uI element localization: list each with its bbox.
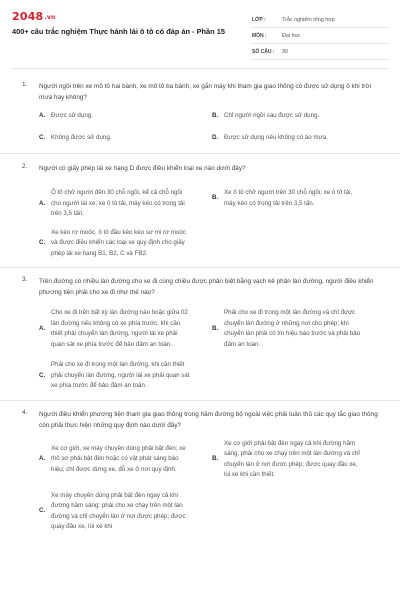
option-label: C. <box>39 371 46 379</box>
option-b[interactable] <box>212 188 385 209</box>
question-1 <box>0 74 400 153</box>
option-label: B. <box>212 194 219 202</box>
option-text: Được sử dụng nếu không có áo mưa. <box>224 133 328 141</box>
option-text: Xe cơ giới phải bật đèn ngay cả khi đường hầm sáng; phải cho xe chạy trên một làn đường và chỉ chuyển làn ở nơi được phép; được quay đầu xe, lùi xe khi cần thiết. <box>224 439 360 478</box>
question-3 <box>0 267 400 400</box>
question-text: Người có giấy phép lái xe hạng D được điều khiển loại xe nào dưới đây? <box>39 165 246 172</box>
option-c[interactable] <box>39 491 212 533</box>
option-text: Cho xe đi trên bất kỳ làn đường nào hoặc giữa 02 làn đường nếu không có xe phía trước; khi cần thiết phải chuyển làn đường, người lái xe phải quan sát xe phía trước để bảo đảm an toàn. <box>51 309 188 348</box>
option-label: A. <box>39 324 46 332</box>
option-a[interactable] <box>39 439 212 481</box>
option-b[interactable] <box>212 111 385 122</box>
option-label: C. <box>39 133 46 141</box>
option-label: C. <box>39 507 46 515</box>
question-text: Trên đường có nhiều làn đường cho xe đi cùng chiều được phân biệt bằng vạch kẻ phân làn đường, người điều khiển phương tiện phải cho xe đi như thế nào? <box>39 278 374 296</box>
option-text: Phải cho xe đi trong một làn đường, khi cần thiết phải chuyển làn đường, người lái xe phải quan sát xe phía trước để bảo đảm an toàn. <box>51 361 190 389</box>
option-label: A. <box>39 455 46 463</box>
question-number: 3. <box>22 276 28 283</box>
logo-suffix: .vn <box>44 14 56 21</box>
option-label: C. <box>39 239 46 246</box>
option-a[interactable] <box>39 308 212 350</box>
class-value[interactable]: Trắc nghiệm tổng hợp <box>282 16 335 23</box>
option-c[interactable] <box>39 360 212 392</box>
option-c[interactable] <box>39 228 212 260</box>
option-text: Phải cho xe đi trong một làn đường và chỉ được chuyển làn đường ở những nơi cho phép; khi chuyển làn phải có tín hiệu báo trước và phải bảo đảm an toàn. <box>224 309 361 348</box>
question-count-value: 30 <box>282 48 288 55</box>
option-a[interactable] <box>39 188 212 220</box>
option-text: Ô tô chở người đến 30 chỗ ngồi, kể cả chỗ ngồi cho người lái xe; xe ô tô tải, máy kéo có trọng tải trên 3,5 tấn. <box>51 189 185 217</box>
options <box>39 308 380 392</box>
option-d[interactable] <box>212 133 385 144</box>
option-text: Xe cơ giới, xe máy chuyên dùng phải bật đèn; xe thô sơ phải bật đèn hoặc có vật phát sáng báo hiệu; chỉ được dừng xe, đỗ xe ở nơi quy định. <box>51 444 186 473</box>
question-4 <box>0 400 400 533</box>
document-title: 400+ câu trắc nghiệm Thực hành lái ô tô có đáp án - Phần 15 <box>12 27 225 36</box>
option-text: Xe máy chuyên dùng phải bật đèn ngay cả khi đường hầm sáng; phải cho xe chạy trên một làn đường và chỉ chuyển làn ở nơi được phép; được quay đầu xe, lùi xe khi <box>51 491 186 530</box>
question-list <box>0 74 400 533</box>
meta-row-count <box>252 44 388 60</box>
header-divider <box>12 68 388 69</box>
question-2 <box>0 153 400 267</box>
question-number: 1. <box>22 81 28 88</box>
option-text: Được sử dụng. <box>51 112 93 119</box>
subject-label: MÔN : <box>252 32 267 39</box>
option-b[interactable] <box>212 439 385 481</box>
option-c[interactable] <box>39 133 212 144</box>
option-b[interactable] <box>212 308 385 350</box>
logo-text: 2048 <box>12 10 44 23</box>
option-text: Không được sử dụng. <box>51 133 112 141</box>
meta-row-class <box>252 12 388 28</box>
page-header <box>0 0 400 64</box>
question-text: Người điều khiển phương tiện tham gia giao thông trong hầm đường bộ ngoài việc phải tuân thủ các quy tắc giao thông còn phải thực hiện những quy định nào dưới đây? <box>39 410 378 429</box>
subject-value[interactable]: Đại học <box>282 32 301 39</box>
option-label: B. <box>212 455 219 463</box>
question-number: 2. <box>22 163 28 170</box>
meta-row-subject <box>252 28 388 44</box>
option-text: Chỉ người ngồi sau được sử dụng. <box>224 112 320 119</box>
option-label: A. <box>39 199 46 207</box>
question-count-label: SỐ CÂU : <box>252 48 275 55</box>
options <box>39 188 380 259</box>
option-label: B. <box>212 112 219 119</box>
options <box>39 439 380 533</box>
option-a[interactable] <box>39 111 212 122</box>
options <box>39 111 380 143</box>
option-text: Xe ô tô chở người trên 30 chỗ ngồi; xe ô tô tải, máy kéo có trọng tải trên 3,5 tấn. <box>224 189 353 207</box>
question-number: 4. <box>22 408 28 416</box>
option-label: B. <box>212 324 219 332</box>
option-label: D. <box>212 133 219 141</box>
option-label: A. <box>39 112 46 119</box>
option-text: Xe kéo rơ moóc, ô tô đầu kéo kéo sơ mi rơ moóc và được điều khiển các loại xe quy định cho giấy phép lái xe hạng B1, B2, C và FB2. <box>51 228 186 257</box>
meta-info <box>252 12 388 60</box>
class-label: LỚP : <box>252 16 266 23</box>
question-text: Người ngồi trên xe mô tô hai bánh, xe mô tô ba bánh, xe gắn máy khi tham gia giao thông có được sử dụng ô khi trời mưa hay không? <box>39 83 371 101</box>
